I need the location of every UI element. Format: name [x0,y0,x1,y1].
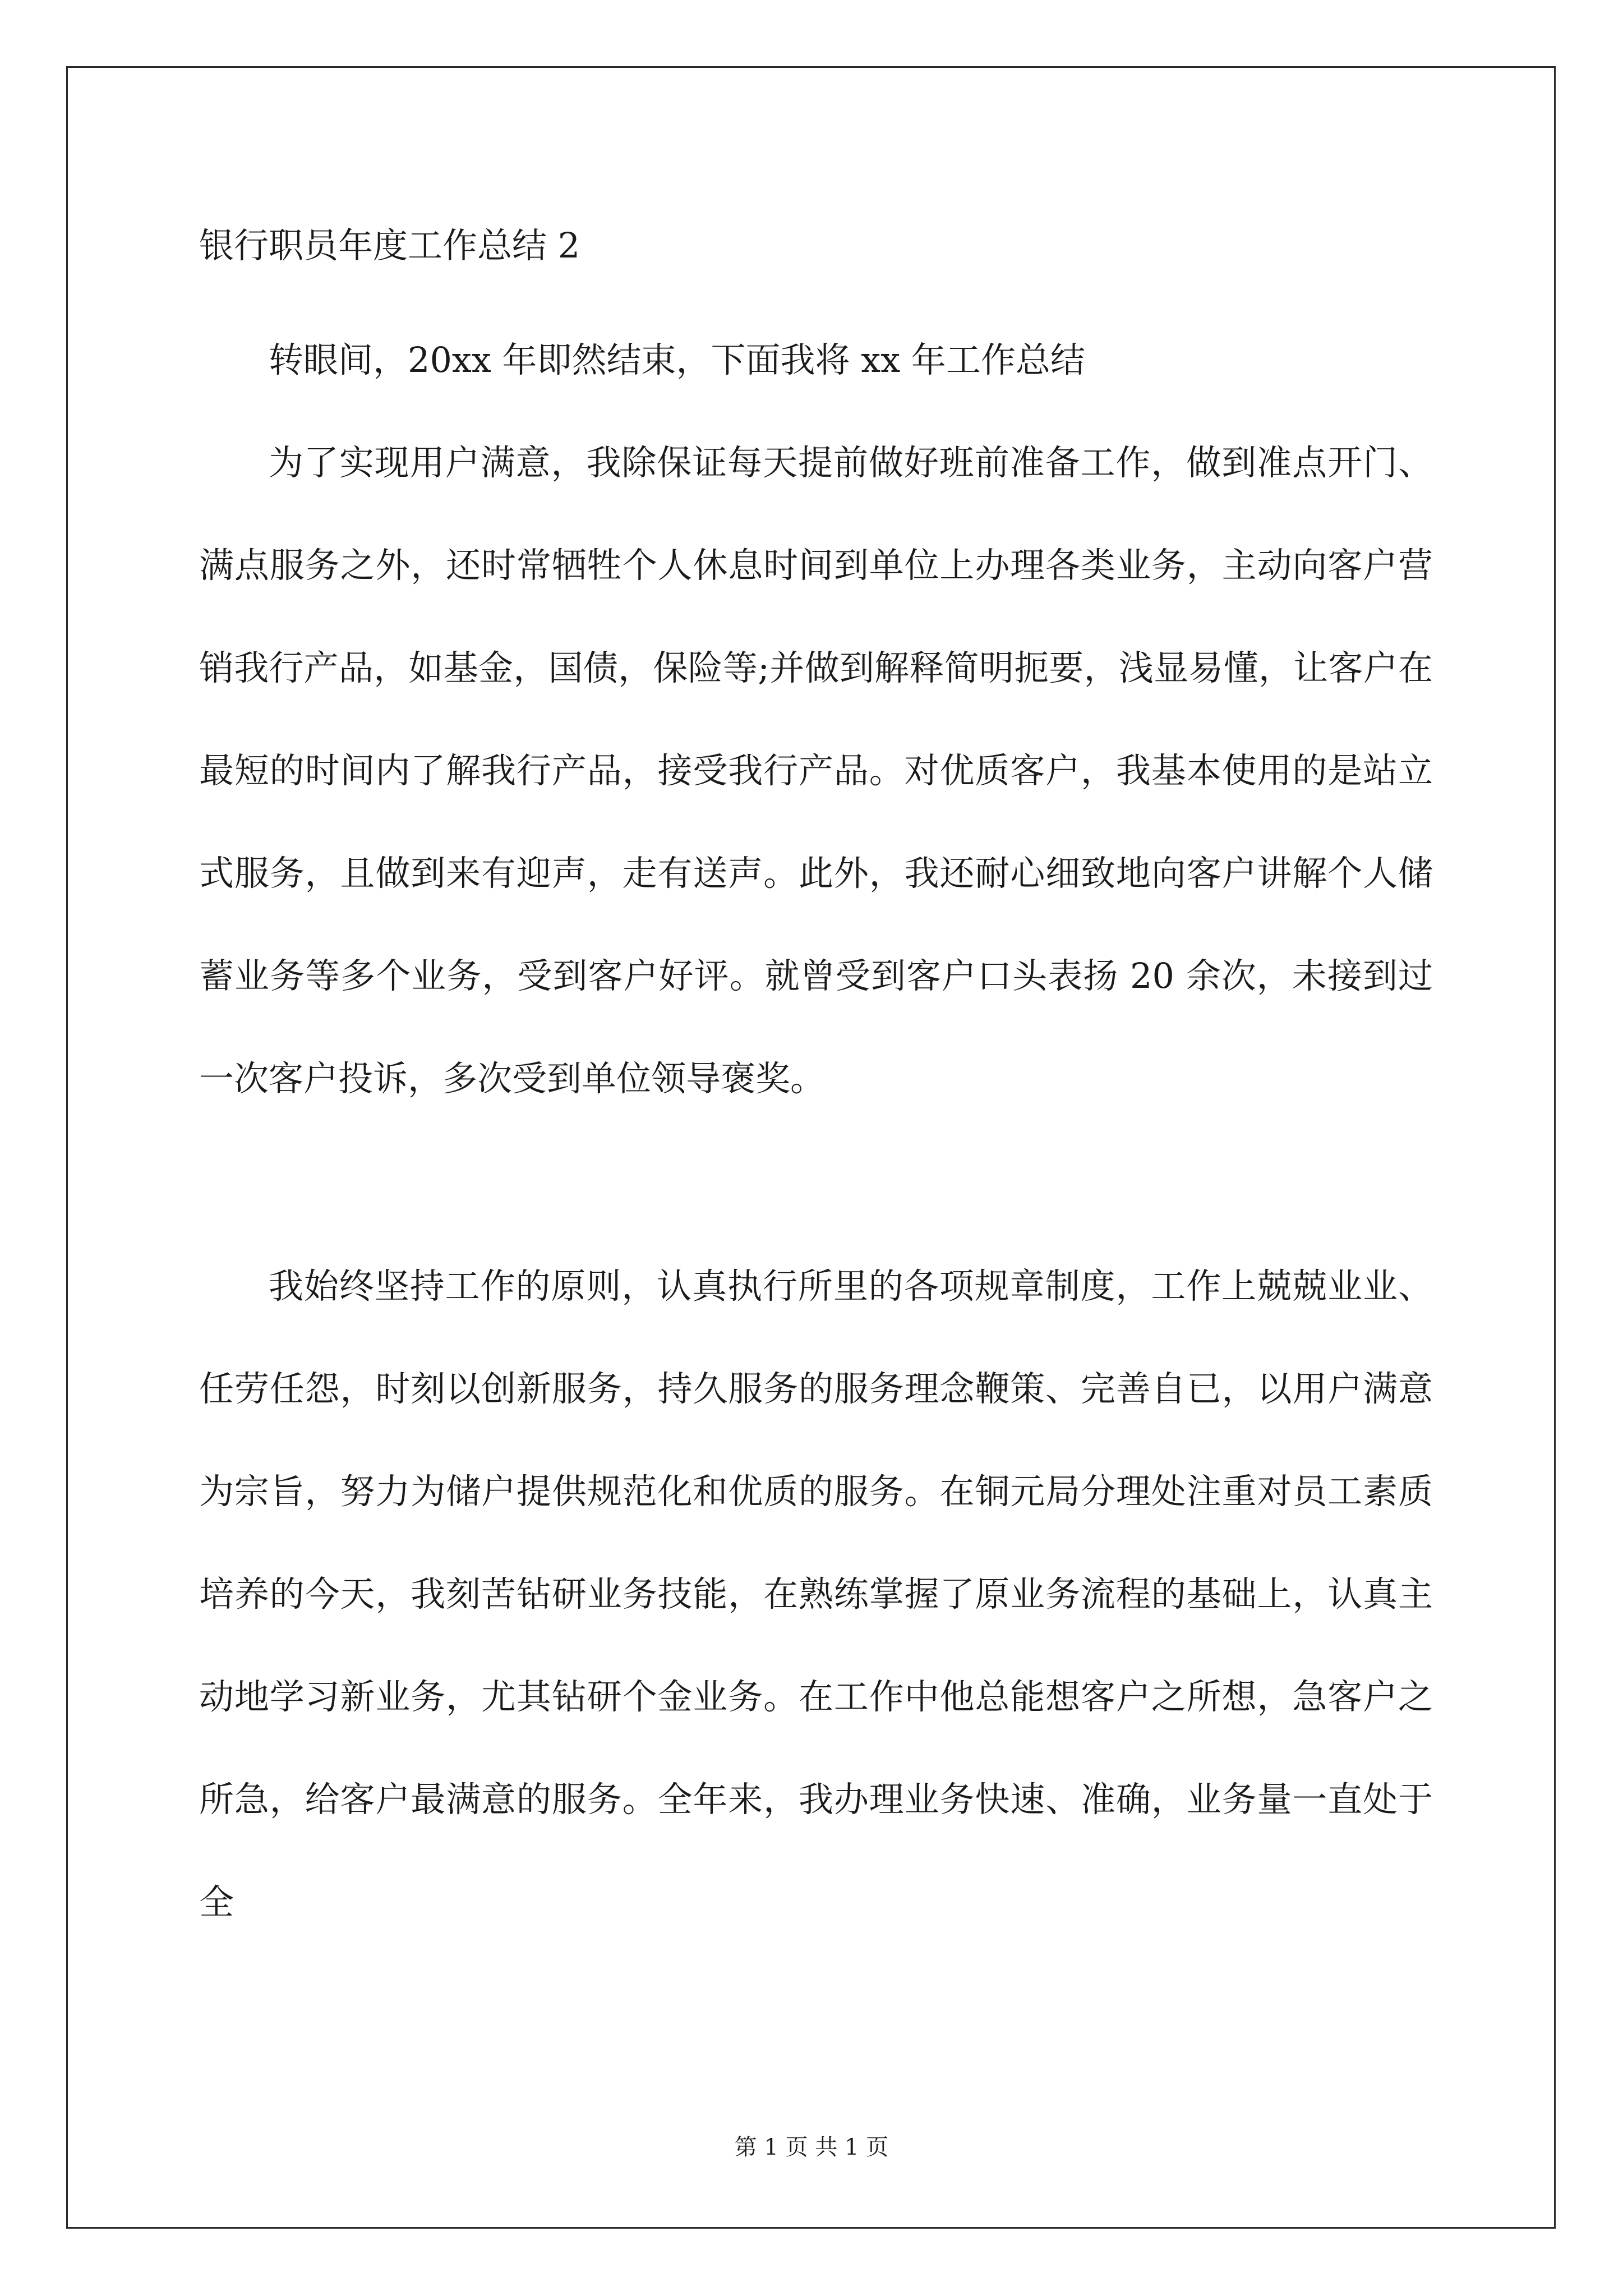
paragraph-intro: 转眼间，20xx 年即然结束，下面我将 xx 年工作总结 [269,339,1085,380]
paragraph-principles: 我始终坚持工作的原则，认真执行所里的各项规章制度，工作上兢兢业业、任劳任怨，时刻以创新服务，持久服务的服务理念鞭策、完善自已，以用户满意为宗旨，努力为储户提供规范化和优质的服务。在铜元局分理处注重对员工素质培养的今天，我刻苦钻研业务技能，在熟练掌握了原业务流程的基础上，认真主动地学习新业务，尤其钻研个金业务。在工作中他总能想客户之所想，急客户之所急，给客户最满意的服务。全年来，我办理业务快速、准确，业务量一直处于全 [199,1266,1433,1922]
document-title: 银行职员年度工作总结 2 [199,225,580,266]
paragraph-service: 为了实现用户满意，我除保证每天提前做好班前准备工作，做到准点开门、满点服务之外，还时常牺牲个人休息时间到单位上办理各类业务，主动向客户营销我行产品，如基金，国债，保险等;并做到解释简明扼要，浅显易懂，让客户在最短的时间内了解我行产品，接受我行产品。对优质客户，我基本使用的是站立式服务，且做到来有迎声，走有送声。此外，我还耐心细致地向客户讲解个人储蓄业务等多个业务，受到客户好评。就曾受到客户口头表扬 20 余次，未接到过一次客户投诉，多次受到单位领导褒奖。 [199,442,1433,1099]
page-footer: 第 1 页 共 1 页 [734,2134,889,2160]
